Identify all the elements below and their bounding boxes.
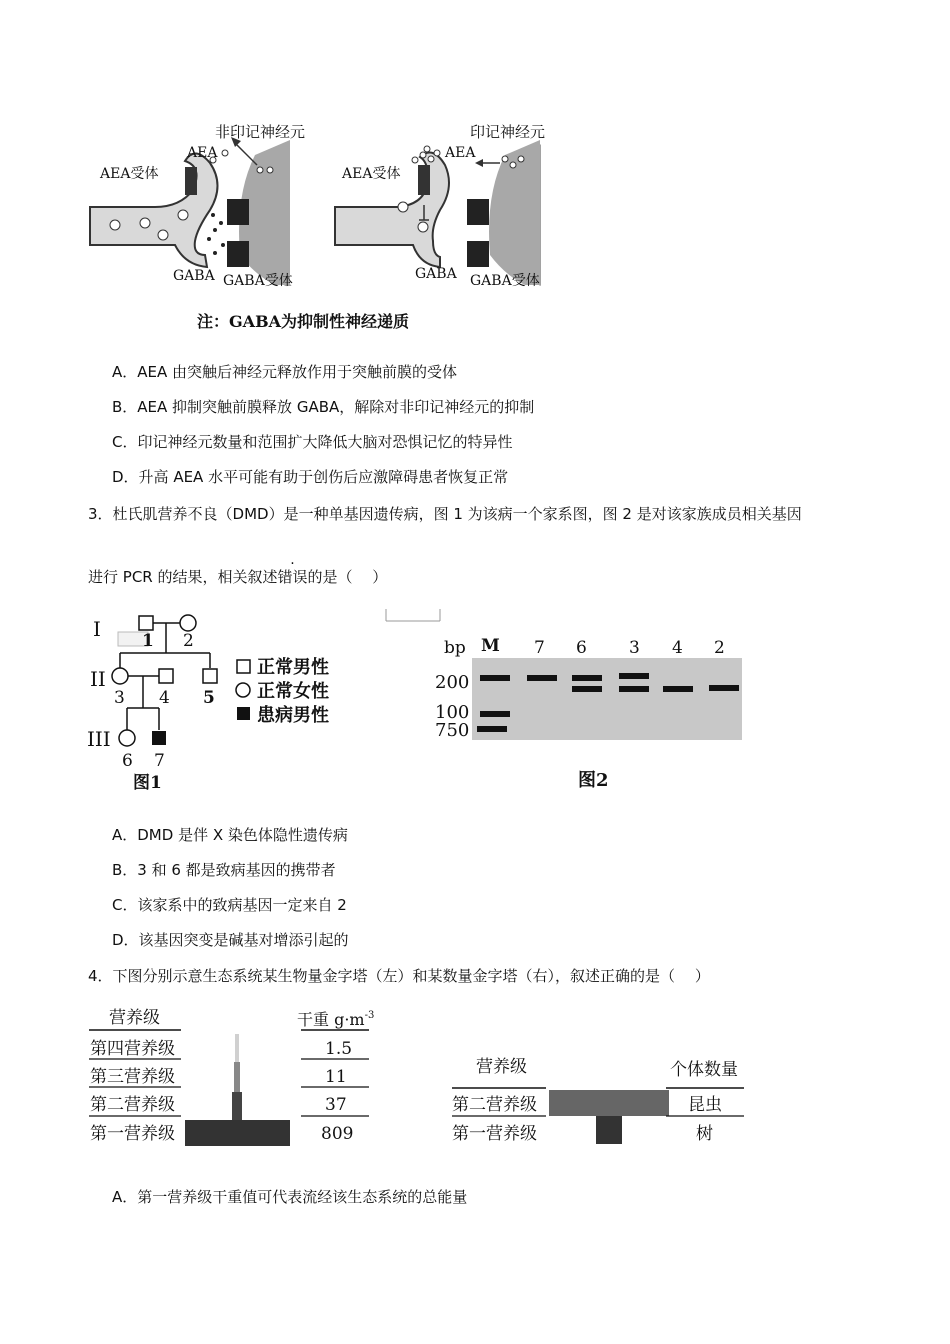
q3-option-d: D．该基因突变是碱基对增添引起的 bbox=[112, 931, 349, 949]
bar-level-1 bbox=[185, 1120, 290, 1146]
biomass-pyramid bbox=[85, 1002, 385, 1152]
q3-option-c: C．该家系中的致病基因一定来自 2 bbox=[112, 896, 347, 914]
id-5: 5 bbox=[203, 688, 215, 708]
lane-label-4: 4 bbox=[672, 638, 683, 658]
right-imprint-label: 印记神经元 bbox=[470, 123, 546, 141]
legend-affected-male: 患病男性 bbox=[257, 705, 329, 726]
id-7: 7 bbox=[154, 751, 165, 771]
bar-level-2 bbox=[232, 1092, 242, 1120]
gel-figure bbox=[380, 605, 750, 795]
size-750: 750 bbox=[435, 720, 470, 741]
bar-tree bbox=[596, 1116, 622, 1144]
number-pyramid bbox=[450, 1050, 755, 1150]
individual-7 bbox=[152, 731, 166, 745]
legend-normal-male: 正常男性 bbox=[257, 657, 329, 678]
id-6: 6 bbox=[122, 751, 133, 771]
legend-normal-female: 正常女性 bbox=[257, 681, 329, 702]
number-level-header: 营养级 bbox=[476, 1057, 527, 1077]
q2-option-a: A．AEA 由突触后神经元释放作用于突触前膜的受体 bbox=[112, 363, 458, 381]
q3-stem-pre: 进行 PCR 的结果，相关叙述 bbox=[88, 568, 278, 586]
gel-background bbox=[472, 658, 742, 740]
q3-option-b: B．3 和 6 都是致病基因的携带者 bbox=[112, 861, 336, 879]
biomass-level-header: 营养级 bbox=[109, 1008, 160, 1028]
id-4: 4 bbox=[159, 688, 170, 708]
size-200: 200 bbox=[435, 672, 470, 693]
lane-label-m: M bbox=[481, 636, 500, 656]
gen-label-1: I bbox=[93, 617, 101, 641]
level-1-label: 第一营养级 bbox=[90, 1124, 175, 1144]
level-4-label: 第四营养级 bbox=[90, 1039, 175, 1059]
individual-6 bbox=[119, 730, 135, 746]
left-gaba-receptor-label: GABA受体 bbox=[223, 273, 293, 289]
level-3-label: 第三营养级 bbox=[90, 1067, 175, 1087]
q2-option-d: D．升高 AEA 水平可能有助于创伤后应激障碍患者恢复正常 bbox=[112, 468, 509, 486]
gel-caption: 图2 bbox=[578, 770, 609, 791]
level-2-label: 第二营养级 bbox=[90, 1095, 175, 1115]
right-aea-label: AEA bbox=[445, 145, 476, 161]
id-1: 1 bbox=[142, 631, 154, 651]
individual-1 bbox=[139, 616, 153, 630]
q3-stem-emphasis: 错误 bbox=[277, 568, 308, 586]
count-header: 个体数量 bbox=[670, 1060, 738, 1080]
dry-value-3: 11 bbox=[325, 1067, 347, 1087]
q3-stem-line1: 3．杜氏肌营养不良（DMD）是一种单基因遗传病，图 1 为该病一个家系图，图 2 是对该家族成员相关基因 bbox=[88, 505, 802, 523]
right-gaba-receptor-label: GABA受体 bbox=[470, 273, 540, 289]
gen-label-3: III bbox=[87, 727, 111, 751]
individual-4 bbox=[159, 669, 173, 683]
dry-value-2: 37 bbox=[325, 1095, 347, 1115]
lane-label-2: 2 bbox=[714, 638, 725, 658]
id-3: 3 bbox=[114, 688, 125, 708]
size-100: 100 bbox=[435, 702, 470, 723]
bar-level-3 bbox=[234, 1062, 240, 1092]
right-aea-receptor-label: AEA受体 bbox=[342, 166, 401, 182]
dry-value-1: 809 bbox=[321, 1124, 354, 1144]
q3-stem-post: 的是（ ） bbox=[307, 568, 388, 586]
q4-stem: 4．下图分别示意生态系统某生物量金字塔（左）和某数量金字塔（右），叙述正确的是（ ） bbox=[88, 967, 710, 985]
left-aea-label: AEA bbox=[187, 145, 218, 161]
q3-stem-line2 bbox=[88, 567, 387, 587]
dry-weight-header: 干重 $g\cdot m^{-3}$ bbox=[297, 1010, 375, 1029]
pedigree-caption: 图1 bbox=[133, 773, 162, 793]
synapse-figure bbox=[85, 115, 565, 290]
right-gaba-label: GABA bbox=[415, 266, 457, 282]
lane-label-6: 6 bbox=[576, 638, 587, 658]
lane-label-3: 3 bbox=[629, 638, 640, 658]
synapse-note: 注：GABA为抑制性神经递质 bbox=[197, 312, 410, 331]
organism-tree: 树 bbox=[696, 1124, 713, 1144]
bar-insects bbox=[549, 1090, 669, 1116]
individual-5 bbox=[203, 669, 217, 683]
individual-2 bbox=[180, 615, 196, 631]
dry-value-4: 1.5 bbox=[325, 1039, 353, 1059]
id-2: 2 bbox=[183, 631, 194, 651]
left-aea-receptor-label: AEA受体 bbox=[100, 166, 159, 182]
lane-label-7: 7 bbox=[534, 638, 545, 658]
left-nonimprint-label: 非印记神经元 bbox=[215, 123, 306, 141]
q2-option-c: C．印记神经元数量和范围扩大降低大脑对恐惧记忆的特异性 bbox=[112, 433, 513, 451]
organism-insect: 昆虫 bbox=[688, 1095, 722, 1115]
right-level-2-label: 第二营养级 bbox=[452, 1095, 537, 1115]
left-gaba-label: GABA bbox=[173, 268, 215, 284]
gel-bp-label: bp bbox=[444, 638, 466, 658]
q2-option-b: B．AEA 抑制突触前膜释放 GABA，解除对非印记神经元的抑制 bbox=[112, 398, 535, 416]
q3-option-a: A．DMD 是伴 X 染色体隐性遗传病 bbox=[112, 826, 348, 844]
q4-option-a: A．第一营养级干重值可代表流经该生态系统的总能量 bbox=[112, 1188, 468, 1206]
individual-3 bbox=[112, 668, 128, 684]
right-level-1-label: 第一营养级 bbox=[452, 1124, 537, 1144]
pedigree-chart bbox=[85, 608, 355, 793]
gen-label-2: II bbox=[90, 667, 106, 691]
bar-level-4 bbox=[235, 1034, 239, 1062]
